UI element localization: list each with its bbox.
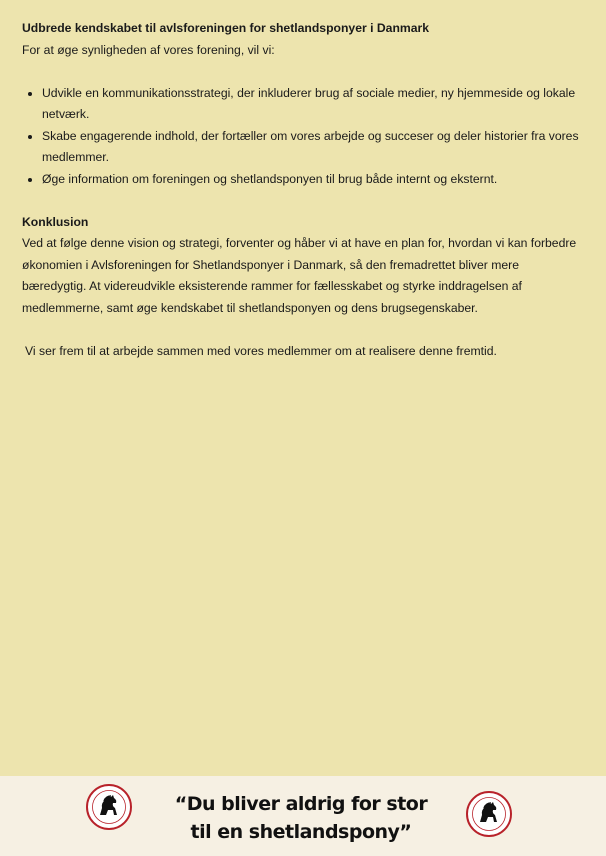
bullet-list	[22, 83, 582, 191]
conclusion-paragraph: Ved at følge denne vision og strategi, forventer og håber vi at have en plan for, hvordan vi kan forbedre økonomien i Avlsforeningen for Shetlandsponyer i Danmark, så den fremadrettet bliver mere bæredygtig. At videreudvikle eksisterende rammer for fællesskabet og styrke inddragelsen af medlemmerne, samt øge kendskabet til shetlandsponyen og dens brugsegenskaber.	[22, 236, 577, 315]
footer-quote	[140, 790, 462, 846]
footer-banner	[0, 776, 606, 856]
section-heading-conclusion: Konklusion	[22, 214, 89, 229]
quote-line-1: “Du bliver aldrig for stor	[174, 793, 428, 815]
closing-sentence: Vi ser frem til at arbejde sammen med vores medlemmer om at realisere denne fremtid.	[25, 343, 497, 358]
pony-emblem-icon	[466, 791, 512, 837]
document-content	[22, 18, 582, 362]
section-intro: For at øge synligheden af vores forening, vil vi:	[22, 42, 275, 57]
section-heading-awareness: Udbrede kendskabet til avlsforeningen for shetlandsponyer i Danmark	[22, 21, 430, 35]
list-item: • Øge information om foreningen og shetlandsponyen til brug både internt og eksternt.	[42, 169, 582, 191]
quote-line-2: til en shetlandspony”	[190, 821, 412, 843]
list-item: • Udvikle en kommunikationsstrategi, der inkluderer brug af sociale medier, ny hjemmeside og lokale netværk.	[42, 83, 582, 126]
list-item: • Skabe engagerende indhold, der fortæller om vores arbejde og succeser og deler historier fra vores medlemmer.	[42, 126, 582, 169]
pony-emblem-icon	[86, 784, 132, 830]
